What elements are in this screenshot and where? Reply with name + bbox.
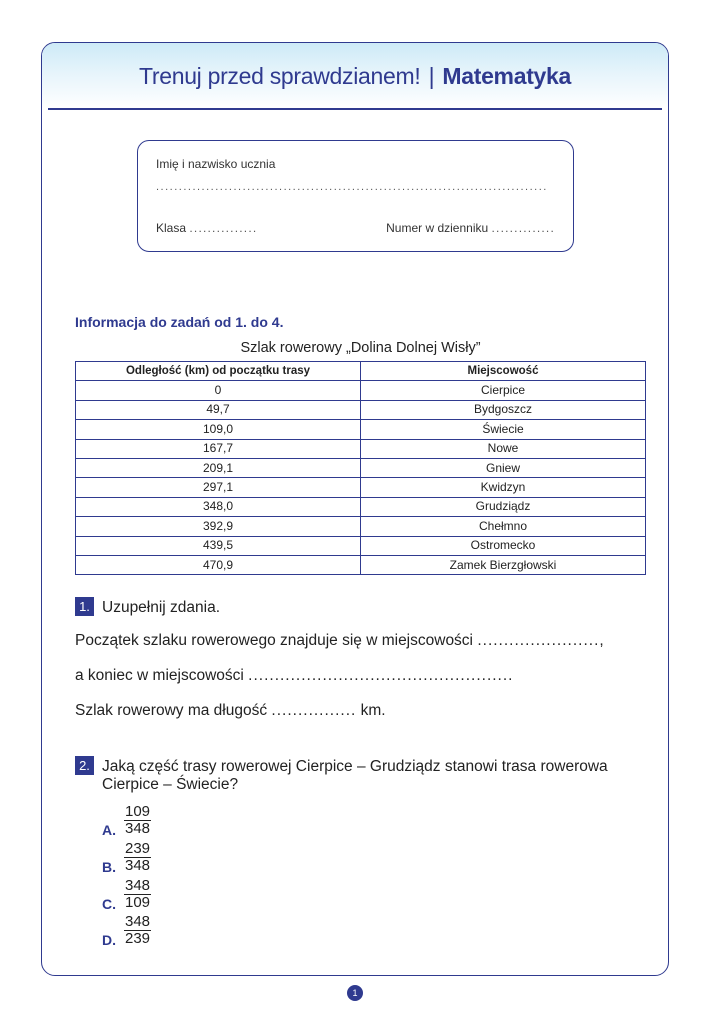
class-field[interactable]: ............... (189, 221, 258, 235)
table-row (76, 555, 646, 574)
title-main: Trenuj przed sprawdzianem! (138, 63, 421, 89)
student-name-label: Imię i nazwisko ucznia (156, 157, 276, 171)
town-cell: Gniew (361, 458, 646, 477)
info-heading: Informacja do zadań od 1. do 4. (75, 314, 284, 330)
fraction (124, 841, 151, 874)
student-name-field[interactable]: ...................................................................................... (156, 181, 548, 193)
option-letter: B. (102, 859, 116, 875)
fraction-denominator: 239 (125, 930, 151, 947)
fraction (124, 878, 151, 911)
distance-cell: 0 (76, 381, 361, 400)
distance-cell: 209,1 (76, 458, 361, 477)
fraction-numerator: 109 (125, 803, 151, 820)
task-2-number: 2. (75, 756, 94, 775)
distance-cell: 49,7 (76, 400, 361, 419)
town-cell: Ostromecko (361, 536, 646, 555)
student-info-box (137, 140, 574, 252)
sentence-start-text: Początek szlaku rowerowego znajduje się w miejscowości (75, 632, 474, 649)
journal-number-label: Numer w dzienniku (386, 221, 489, 235)
class-label: Klasa (156, 221, 187, 235)
distance-cell: 348,0 (76, 497, 361, 516)
start-town-blank[interactable]: ......................., (477, 632, 605, 649)
table-row (76, 497, 646, 516)
fraction-numerator: 348 (125, 877, 151, 894)
table-row (76, 381, 646, 400)
task-1-number: 1. (75, 597, 94, 616)
table-row (76, 420, 646, 439)
distance-cell: 392,9 (76, 517, 361, 536)
journal-number-row (386, 221, 555, 235)
length-unit: km. (360, 702, 386, 719)
column-header-distance: Odległość (km) od początku trasy (76, 362, 361, 381)
town-cell: Świecie (361, 420, 646, 439)
task-1-sentence-end (75, 667, 513, 685)
task-1-instruction: Uzupełnij zdania. (102, 599, 221, 616)
fraction-numerator: 348 (125, 913, 151, 930)
table-row (76, 458, 646, 477)
table-header-row (76, 362, 646, 381)
table-row (76, 439, 646, 458)
title-separator: | (428, 63, 435, 89)
option-letter: D. (102, 932, 116, 948)
fraction-denominator: 348 (125, 857, 151, 874)
fraction-denominator: 348 (125, 820, 151, 837)
town-cell: Kwidzyn (361, 478, 646, 497)
task-2-header (75, 756, 608, 776)
page-header (42, 43, 668, 109)
fraction (124, 914, 151, 947)
sentence-length-text: Szlak rowerowy ma długość (75, 702, 268, 719)
column-header-town: Miejscowość (361, 362, 646, 381)
task-2-question-line-2: Cierpice – Świecie? (102, 776, 239, 793)
fraction-denominator: 109 (125, 894, 151, 911)
table-title: Szlak rowerowy „Dolina Dolnej Wisły” (240, 340, 481, 356)
town-cell: Bydgoszcz (361, 400, 646, 419)
distance-cell: 297,1 (76, 478, 361, 497)
town-cell: Chełmno (361, 517, 646, 536)
page-number: 1 (347, 985, 363, 1001)
fraction-numerator: 239 (125, 840, 151, 857)
sentence-end-text: a koniec w miejscowości (75, 667, 244, 684)
table-row (76, 478, 646, 497)
task-1-sentence-length (75, 702, 386, 720)
class-row (156, 221, 257, 235)
town-cell: Cierpice (361, 381, 646, 400)
distance-cell: 470,9 (76, 555, 361, 574)
town-cell: Nowe (361, 439, 646, 458)
distance-cell: 167,7 (76, 439, 361, 458)
end-town-blank[interactable]: .................................................. (248, 667, 514, 684)
table-row (76, 517, 646, 536)
distance-cell: 109,0 (76, 420, 361, 439)
table-row (76, 536, 646, 555)
town-cell: Grudziądz (361, 497, 646, 516)
option-letter: A. (102, 822, 116, 838)
task-2-question-line-1: Jaką część trasy rowerowej Cierpice – Grudziądz stanowi trasa rowerowa (102, 758, 608, 775)
distance-cell: 439,5 (76, 536, 361, 555)
title-subject: Matematyka (442, 63, 572, 89)
page-title (42, 63, 668, 90)
journal-number-field[interactable]: .............. (491, 221, 555, 235)
town-cell: Zamek Bierzgłowski (361, 555, 646, 574)
option-letter: C. (102, 896, 116, 912)
task-1-header (75, 597, 220, 617)
fraction (124, 804, 151, 837)
length-blank[interactable]: ................ (271, 702, 357, 719)
table-row (76, 400, 646, 419)
task-1-sentence-start (75, 632, 605, 650)
route-table (75, 361, 646, 575)
header-divider (48, 108, 662, 110)
